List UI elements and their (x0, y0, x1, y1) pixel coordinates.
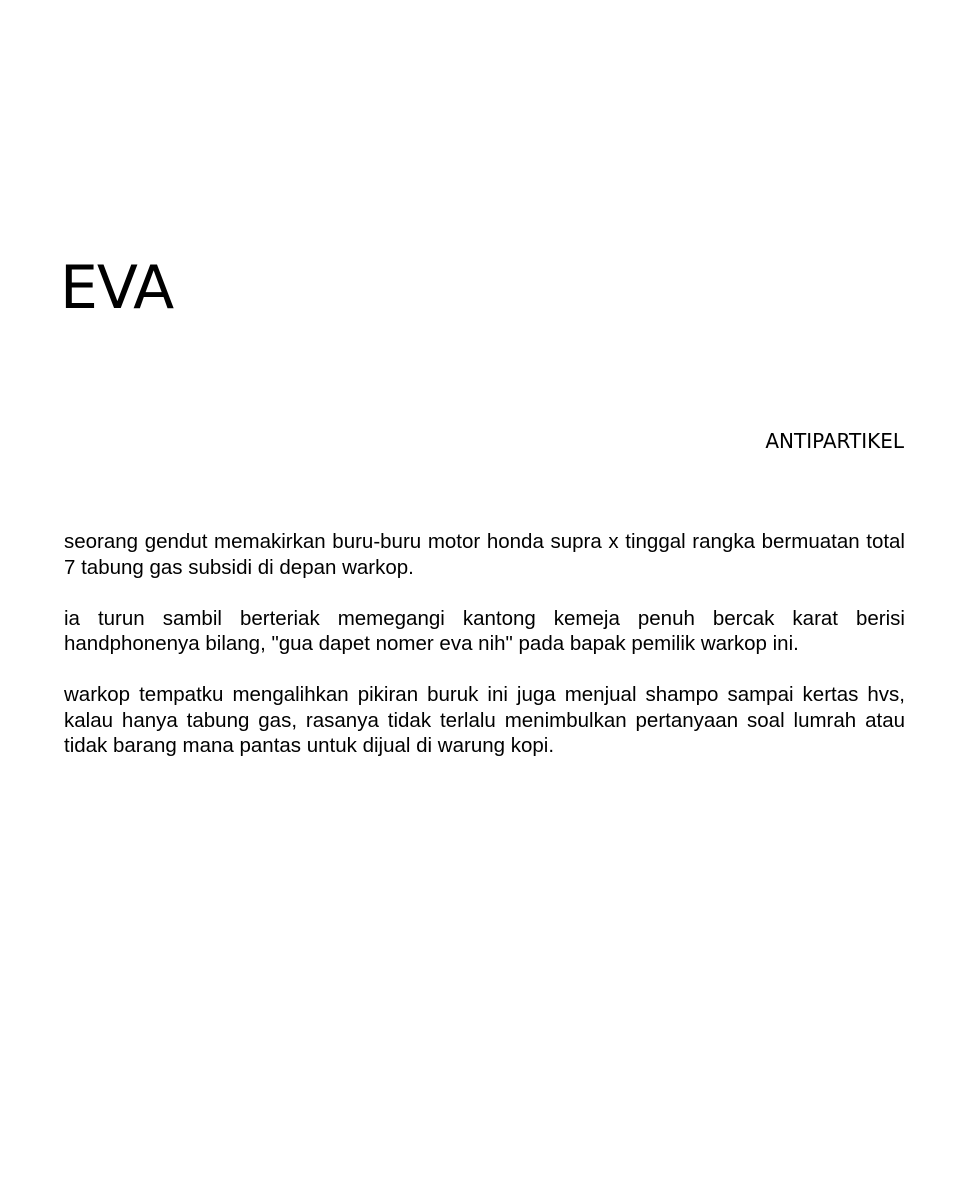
paragraph: seorang gendut memakirkan buru-buru motor honda supra x tinggal rangka bermuatan total 7 tabung gas subsidi di depan warkop. (64, 530, 905, 579)
body-text (64, 529, 905, 759)
document-title: EVA (60, 253, 174, 323)
paragraph: ia turun sambil berteriak memegangi kantong kemeja penuh bercak karat berisi handphonenya bilang, "gua dapet nomer eva nih" pada bapak pemilik warkop ini. (64, 606, 905, 655)
paragraph: warkop tempatku mengalihkan pikiran buruk ini juga menjual shampo sampai kertas hvs, kalau hanya tabung gas, rasanya tidak terlalu menimbulkan pertanyaan soal lumrah atau tidak barang mana pantas untuk dijual di warung kopi. (64, 683, 905, 757)
author-name: ANTIPARTIKEL (765, 429, 904, 453)
